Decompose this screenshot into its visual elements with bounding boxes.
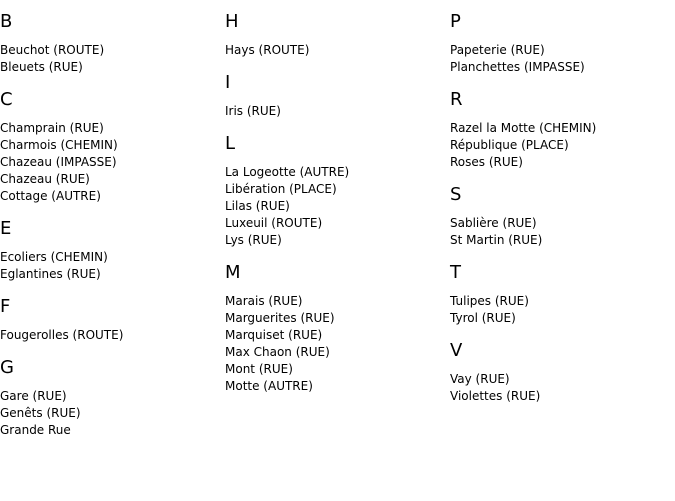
letter-section — [450, 339, 675, 405]
street-item: Motte (AUTRE) — [225, 379, 313, 393]
street-item: Max Chaon (RUE) — [225, 345, 330, 359]
letter-section — [450, 10, 675, 76]
section-letter-heading: G — [0, 357, 14, 378]
street-item: Lilas (RUE) — [225, 199, 290, 213]
street-item: Eglantines (RUE) — [0, 267, 101, 281]
letter-section — [0, 217, 225, 283]
letter-section — [450, 261, 675, 327]
street-list — [450, 371, 675, 405]
street-item: Papeterie (RUE) — [450, 43, 545, 57]
street-list — [450, 120, 675, 171]
street-item: Sablière (RUE) — [450, 216, 537, 230]
street-list — [0, 327, 225, 344]
street-item: Razel la Motte (CHEMIN) — [450, 121, 597, 135]
street-list — [225, 293, 450, 395]
street-list — [225, 103, 450, 120]
section-letter-heading: F — [0, 296, 11, 317]
street-item: Bleuets (RUE) — [0, 60, 83, 74]
section-letter-heading: R — [450, 89, 463, 110]
street-item: Luxeuil (ROUTE) — [225, 216, 323, 230]
street-item: Tyrol (RUE) — [450, 311, 516, 325]
letter-section — [225, 132, 450, 249]
street-item: Cottage (AUTRE) — [0, 189, 101, 203]
street-item: Ecoliers (CHEMIN) — [0, 250, 108, 264]
street-list — [0, 42, 225, 76]
street-item: Champrain (RUE) — [0, 121, 104, 135]
letter-section — [225, 261, 450, 395]
section-letter-heading: E — [0, 218, 12, 239]
street-item: Marguerites (RUE) — [225, 311, 335, 325]
street-item: Fougerolles (ROUTE) — [0, 328, 124, 342]
letter-section — [0, 356, 225, 439]
street-item: Planchettes (IMPASSE) — [450, 60, 585, 74]
street-list — [225, 42, 450, 59]
street-item: Lys (RUE) — [225, 233, 282, 247]
street-item: Chazeau (IMPASSE) — [0, 155, 117, 169]
section-letter-heading: P — [450, 11, 461, 32]
section-letter-heading: M — [225, 262, 241, 283]
letter-section — [225, 10, 450, 59]
street-item: Gare (RUE) — [0, 389, 67, 403]
street-item: Libération (PLACE) — [225, 182, 337, 196]
letter-section — [0, 295, 225, 344]
section-letter-heading: C — [0, 89, 13, 110]
street-item: Roses (RUE) — [450, 155, 523, 169]
letter-section — [450, 183, 675, 249]
section-letter-heading: T — [450, 262, 461, 283]
letter-section — [0, 10, 225, 76]
street-item: Genêts (RUE) — [0, 406, 81, 420]
street-item: Beuchot (ROUTE) — [0, 43, 105, 57]
letter-section — [0, 88, 225, 205]
street-item: Charmois (CHEMIN) — [0, 138, 118, 152]
street-item: Tulipes (RUE) — [450, 294, 529, 308]
street-item: Vay (RUE) — [450, 372, 510, 386]
section-letter-heading: I — [225, 72, 231, 93]
street-item: République (PLACE) — [450, 138, 569, 152]
street-item: Mont (RUE) — [225, 362, 293, 376]
section-letter-heading: S — [450, 184, 462, 205]
street-list — [225, 164, 450, 249]
street-item: Iris (RUE) — [225, 104, 281, 118]
street-item: Grande Rue — [0, 423, 71, 437]
street-item: Marquiset (RUE) — [225, 328, 323, 342]
street-item: Hays (ROUTE) — [225, 43, 310, 57]
letter-section — [450, 88, 675, 171]
index-column — [225, 0, 450, 501]
street-list — [0, 249, 225, 283]
section-letter-heading: B — [0, 11, 13, 32]
street-list — [0, 388, 225, 439]
street-list — [450, 215, 675, 249]
index-column — [0, 0, 225, 501]
section-letter-heading: V — [450, 340, 463, 361]
street-item: Violettes (RUE) — [450, 389, 541, 403]
street-item: Chazeau (RUE) — [0, 172, 90, 186]
index-column — [450, 0, 675, 501]
street-list — [450, 293, 675, 327]
letter-section — [225, 71, 450, 120]
street-item: La Logeotte (AUTRE) — [225, 165, 350, 179]
street-list — [0, 120, 225, 205]
street-item: St Martin (RUE) — [450, 233, 543, 247]
street-list — [450, 42, 675, 76]
street-item: Marais (RUE) — [225, 294, 303, 308]
section-letter-heading: H — [225, 11, 239, 32]
section-letter-heading: L — [225, 133, 236, 154]
